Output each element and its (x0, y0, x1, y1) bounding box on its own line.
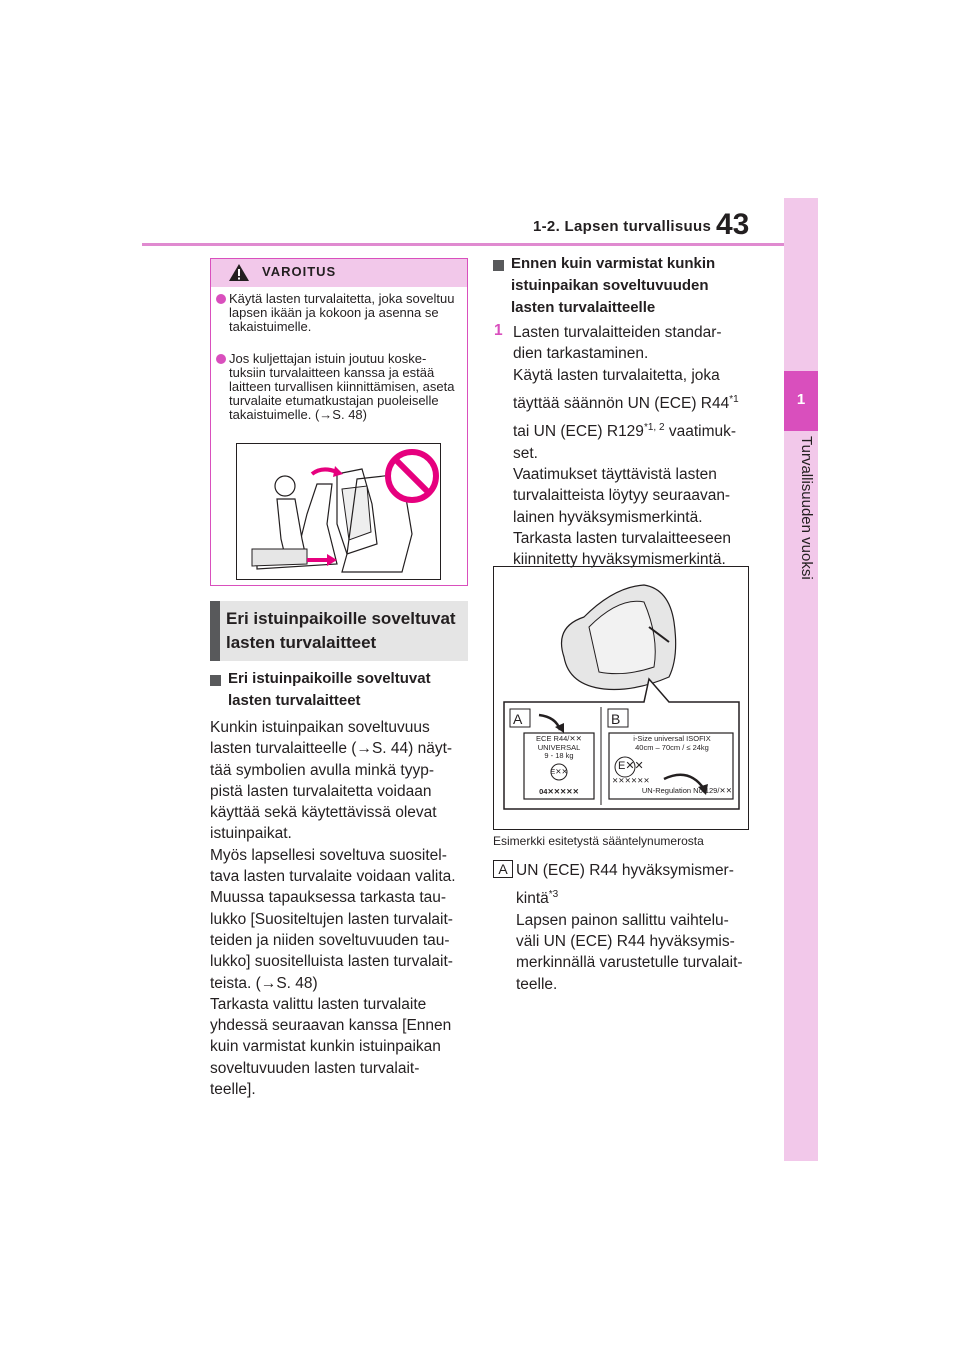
step-line-text: tai UN (ECE) R129 (513, 423, 644, 441)
item-line: teelle. (516, 975, 558, 993)
item-line: Lapsen painon sallittu vaihtelu- (516, 911, 729, 929)
step-line: dien tarkastaminen. (513, 345, 649, 363)
figure-label-a: A (513, 711, 523, 727)
body-line: pistä lasten turvalaitetta voidaan (210, 782, 432, 800)
seat-illustration-icon (237, 444, 440, 579)
warning-item (216, 292, 460, 334)
item-a-text (516, 860, 766, 995)
header-divider (142, 243, 784, 246)
un-r129-label (612, 735, 732, 796)
label-line: E✕✕ (618, 760, 644, 772)
label-line: UN-Regulation No.129/✕✕ (641, 786, 732, 795)
label-line: E✕✕ (550, 766, 568, 776)
body-line: kuin varmistat kunkin istuinpaikan (210, 1038, 441, 1056)
chapter-label: Turvallisuuden vuoksi (798, 436, 815, 580)
footnote-ref: *3 (548, 889, 559, 901)
body-line: lukko] suositelluista lasten turvalait- (210, 953, 453, 971)
item-line-text: kintä (516, 890, 549, 908)
bullet-icon (216, 354, 226, 364)
body-line: käyttää sekä käytettävissä olevat (210, 804, 437, 822)
label-line: UNIVERSAL (537, 742, 581, 752)
body-paragraph (210, 717, 480, 1100)
chapter-number: 1 (796, 391, 806, 408)
square-bullet-icon (493, 260, 504, 271)
step-line: Lasten turvalaitteiden standar- (513, 324, 722, 341)
item-line: UN (ECE) R44 hyväksymismer- (516, 862, 734, 879)
step-line: kiinnitetty hyväksymismerkintä. (513, 551, 726, 569)
warning-triangle-icon (228, 263, 250, 282)
item-line: merkinnällä varustetulle turvalait- (516, 954, 743, 972)
label-line: 9 - 18 kg (544, 751, 574, 760)
warning-item (216, 352, 460, 422)
step-line: set. (513, 444, 538, 462)
body-line: istuinpaikat. (210, 825, 292, 843)
body-line: teelle]. (210, 1081, 256, 1099)
figure-caption: Esimerkki esitetystä sääntelynumerosta (493, 834, 704, 848)
section-heading: Eri istuinpaikoille soveltuvat lasten turvalaitteet (226, 609, 456, 652)
sub-heading: Eri istuinpaikoille soveltuvat lasten turvalaitteet (228, 670, 431, 709)
step-line (513, 389, 763, 414)
body-line: tava lasten turvalaite voidaan valita. (210, 868, 456, 886)
body-line: lasten turvalaitteelle (→S. 44) näyt- (210, 740, 453, 758)
sub-heading-line: istuinpaikan soveltuvuuden (511, 277, 709, 294)
page-number: 43 (716, 208, 750, 241)
item-line (516, 884, 766, 909)
footnote-ref: *1 (729, 393, 739, 405)
step-number: 1 (494, 322, 503, 339)
label-line: ECE R44/✕✕ (536, 734, 582, 743)
sub-heading-line: Ennen kuin varmistat kunkin (511, 255, 716, 272)
label-line: 04✕✕✕✕✕ (539, 787, 579, 796)
body-line: Kunkin istuinpaikan soveltuvuus (210, 719, 430, 736)
footnote-ref: *1, 2 (643, 422, 665, 434)
label-line: 40cm – 70cm / ≤ 24kg (635, 742, 709, 752)
square-bullet-icon (210, 675, 221, 686)
chapter-side-tab (784, 198, 818, 1161)
ece-r44-label (527, 735, 591, 797)
label-line: i-Size universal ISOFIX (633, 734, 711, 743)
step-text (513, 322, 763, 571)
body-line: Myös lapsellesi soveltuva suositel- (210, 846, 447, 864)
warning-item-text: Käytä lasten turvalaitetta, joka soveltuu lapsen ikään ja kokoon ja asenna se takaistuimelle. (229, 291, 455, 334)
body-line: tää symbolien avulla minkä tyyp- (210, 761, 434, 779)
step-line: lainen hyväksymismerkintä. (513, 508, 703, 526)
item-a-marker: A (493, 860, 513, 878)
warning-title: VAROITUS (262, 264, 337, 279)
item-line: väli UN (ECE) R44 hyväksymis- (516, 933, 735, 951)
label-line: ✕✕✕✕✕✕ (612, 775, 650, 785)
body-line: yhdessä seuraavan kanssa [Ennen (210, 1017, 452, 1035)
section-title: 1-2. Lapsen turvallisuus (533, 218, 712, 235)
section-heading-bar (210, 601, 220, 661)
step-line: Vaatimukset täyttävistä lasten (513, 466, 717, 484)
step-line: Tarkasta lasten turvalaitteeseen (513, 529, 731, 547)
figure-label-b: B (611, 711, 621, 727)
body-line: lukko [Suositeltujen lasten turvalait- (210, 910, 453, 928)
body-line: Tarkasta valittu lasten turvalaite (210, 995, 427, 1013)
bullet-icon (216, 294, 226, 304)
sub-heading-line: lasten turvalaitteelle (511, 299, 656, 316)
step-line-text: vaatimuk- (664, 423, 737, 441)
step-line (513, 417, 763, 442)
body-line: soveltuvuuden lasten turvalait- (210, 1059, 420, 1077)
body-line: teiden ja niiden soveltuvuuden tau- (210, 931, 450, 949)
step-line: Käytä lasten turvalaitetta, joka (513, 366, 720, 384)
sub-heading (511, 253, 761, 319)
body-line: teista. (→S. 48) (210, 974, 318, 992)
approval-label-figure (493, 566, 749, 830)
step-line: turvalaitteista löytyy seuraavan- (513, 487, 731, 505)
body-line: Muussa tapauksessa tarkasta tau- (210, 889, 447, 907)
warning-item-text: Jos kuljettajan istuin joutuu koske- tuksiin turvalaitteen kanssa ja estää laitteen turvallisen kiinnittämisen, aseta turvalaite etumatkustajan puoleiselle takaistuimelle. (→S. 48) (229, 351, 455, 422)
step-line-text: täyttää säännön UN (ECE) R44 (513, 395, 730, 413)
child-seat-collision-illustration (236, 443, 441, 580)
